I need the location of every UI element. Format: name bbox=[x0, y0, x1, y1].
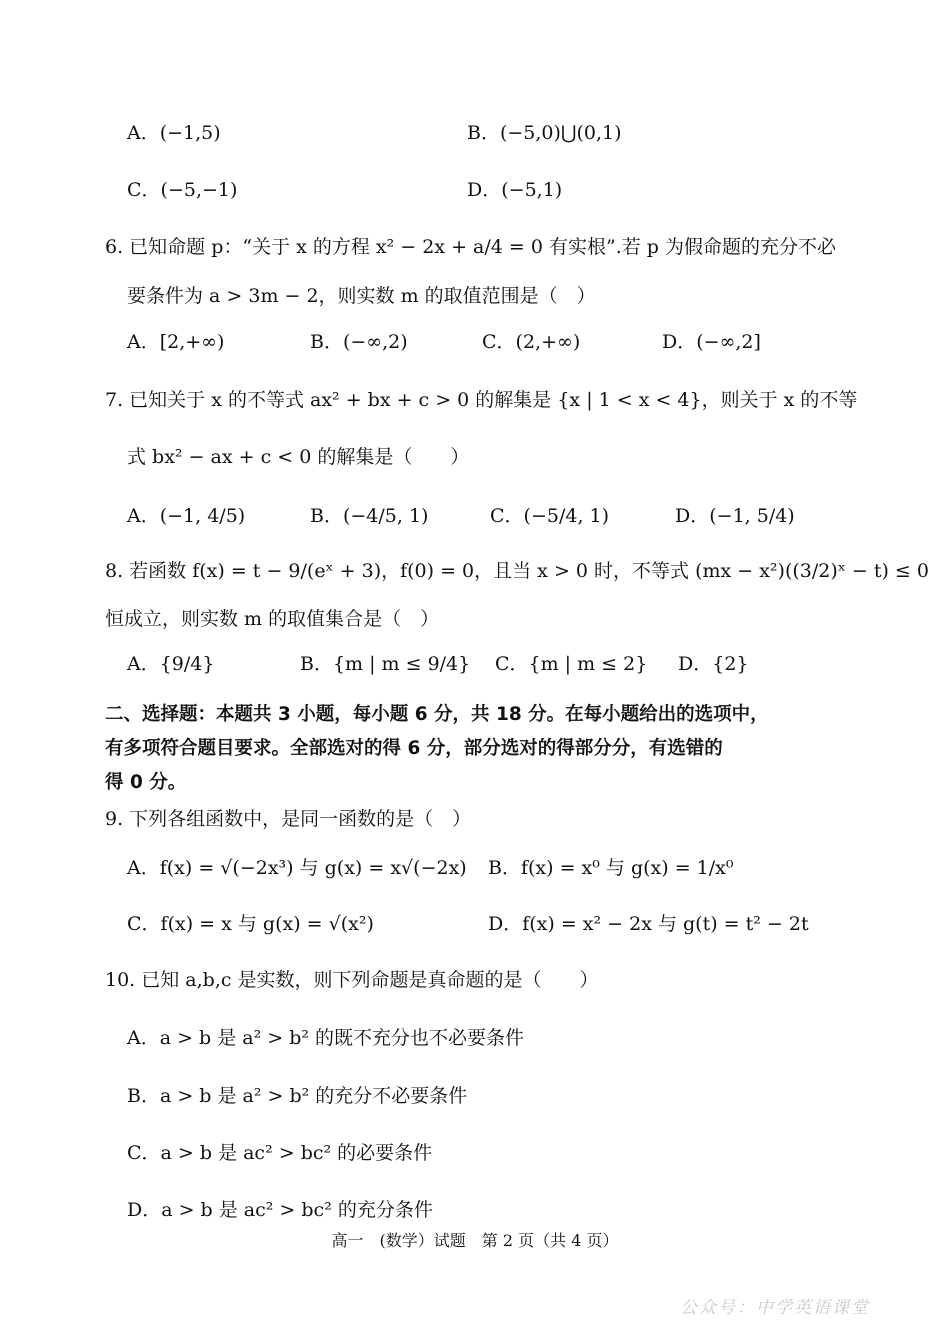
q10-option-d: D．a > b 是 ac² > bc² 的充分条件 bbox=[127, 1199, 433, 1221]
q8-stem-line1: 8. 若函数 f(x) = t − 9/(eˣ + 3)，f(0) = 0，且当 x > 0 时，不等式 (mx − x²)((3/2)ˣ − t) ≤ 0 bbox=[105, 560, 929, 582]
q5-option-c: C．(−5,−1) bbox=[127, 179, 238, 201]
q6-option-c: C．(2,+∞) bbox=[482, 331, 581, 353]
watermark: 公众号：中学英语课堂 bbox=[680, 1298, 870, 1318]
q8-stem-line2: 恒成立，则实数 m 的取值集合是（ ） bbox=[105, 608, 440, 630]
q8-option-a: A．{9/4} bbox=[127, 653, 215, 675]
q6-stem-line1: 6. 已知命题 p：“关于 x 的方程 x² − 2x + a/4 = 0 有实根”.若 p 为假命题的充分不必 bbox=[105, 236, 836, 258]
section2-heading-line1: 二、选择题：本题共 3 小题，每小题 6 分，共 18 分。在每小题给出的选项中， bbox=[105, 704, 769, 725]
q9-option-c: C．f(x) = x 与 g(x) = √(x²) bbox=[127, 913, 374, 935]
section2-heading-line2: 有多项符合题目要求。全部选对的得 6 分，部分选对的得部分分，有选错的 bbox=[105, 738, 723, 759]
q10-option-b: B．a > b 是 a² > b² 的充分不必要条件 bbox=[127, 1085, 468, 1107]
q10-option-a: A．a > b 是 a² > b² 的既不充分也不必要条件 bbox=[127, 1027, 525, 1049]
q9-option-d: D．f(x) = x² − 2x 与 g(t) = t² − 2t bbox=[488, 913, 809, 935]
q9-option-b: B．f(x) = x⁰ 与 g(x) = 1/x⁰ bbox=[488, 857, 734, 879]
q5-option-d: D．(−5,1) bbox=[467, 179, 563, 201]
q6-stem-line2: 要条件为 a > 3m − 2，则实数 m 的取值范围是（ ） bbox=[127, 285, 596, 307]
q7-option-c: C．(−5/4, 1) bbox=[490, 505, 610, 527]
q6-option-d: D．(−∞,2] bbox=[662, 331, 761, 353]
section2-heading-line3: 得 0 分。 bbox=[105, 772, 187, 793]
q7-stem-line1: 7. 已知关于 x 的不等式 ax² + bx + c > 0 的解集是 {x | 1 < x < 4}，则关于 x 的不等 bbox=[105, 389, 858, 411]
q10-option-c: C．a > b 是 ac² > bc² 的必要条件 bbox=[127, 1142, 433, 1164]
q7-option-d: D．(−1, 5/4) bbox=[675, 505, 795, 527]
q7-option-a: A．(−1, 4/5) bbox=[127, 505, 246, 527]
page-footer: 高一 (数学）试题 第 2 页（共 4 页） bbox=[331, 1231, 619, 1250]
q8-option-c: C．{m | m ≤ 2} bbox=[495, 653, 648, 675]
q10-stem: 10. 已知 a,b,c 是实数，则下列命题是真命题的是（ ） bbox=[105, 969, 599, 991]
q6-option-a: A．[2,+∞) bbox=[127, 331, 225, 353]
q7-option-b: B．(−4/5, 1) bbox=[310, 505, 429, 527]
q7-stem-line2: 式 bx² − ax + c < 0 的解集是（ ） bbox=[127, 446, 470, 468]
q8-option-b: B．{m | m ≤ 9/4} bbox=[300, 653, 471, 675]
q5-option-b: B．(−5,0)⋃(0,1) bbox=[467, 122, 622, 144]
q6-option-b: B．(−∞,2) bbox=[310, 331, 408, 353]
q9-stem: 9. 下列各组函数中，是同一函数的是（ ） bbox=[105, 808, 472, 830]
q5-option-a: A．(−1,5) bbox=[127, 122, 221, 144]
q8-option-d: D．{2} bbox=[678, 653, 749, 675]
q9-option-a: A．f(x) = √(−2x³) 与 g(x) = x√(−2x) bbox=[127, 857, 467, 879]
